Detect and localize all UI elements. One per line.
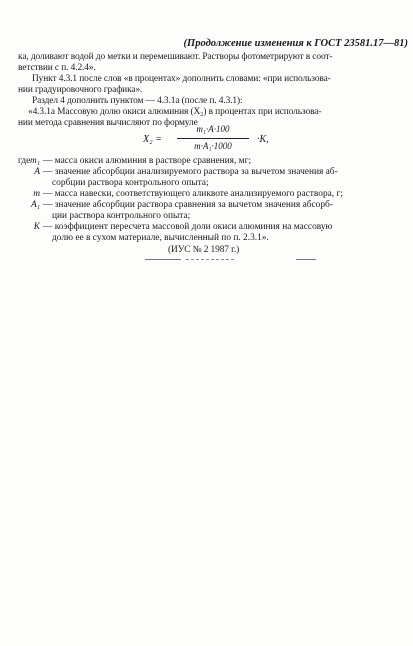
definition-text: сорбции раствора контрольного опыта; — [52, 178, 209, 188]
formula-denominator: m·A₁·1000 — [194, 141, 232, 151]
body-line: Пункт 4.3.1 после слов «в процентах» дополнить словами: «при использова- — [32, 74, 331, 84]
definition-text: долю ее в сухом материале, вычисленный по п. 2.3.1». — [52, 233, 269, 243]
definition-text: ции раствора контрольного опыта; — [52, 211, 191, 221]
definition-symbol: K — [33, 222, 40, 232]
definition-prefix: где — [18, 156, 31, 166]
body-line: Раздел 4 дополнить пунктом — 4.3.1а (после п. 4.3.1): — [32, 96, 243, 106]
definition-text: — коэффициент пересчета массовой доли окиси алюминия на массовую — [43, 222, 333, 232]
scan-mark — [145, 259, 181, 260]
definition-symbol: A — [34, 167, 40, 177]
formula-numerator: m₁·A·100 — [196, 124, 230, 134]
formula — [143, 123, 293, 157]
source-note: (ИУС № 2 1987 г.) — [168, 245, 240, 255]
definition-symbol: m₁ — [29, 156, 40, 166]
definition-text: — значение абсорбции анализируемого раствора за вычетом значения аб- — [43, 167, 338, 177]
definition-text: — масса окиси алюминия в растворе сравнения, мг; — [43, 156, 252, 166]
definition-symbol: A₁ — [31, 200, 40, 210]
definition-symbol: m — [33, 189, 40, 199]
body-line: нии градуировочного графика». — [18, 85, 143, 95]
formula-rhs: ·K, — [257, 134, 269, 145]
body-line: нии метода сравнения вычисляют по формуле — [18, 118, 198, 128]
scan-mark — [296, 259, 316, 260]
body-line: ка, доливают водой до метки и перемешивают. Растворы фотометрируют в соот- — [18, 52, 333, 62]
page-header: (Продолжение изменения к ГОСТ 23581.17—81) — [183, 38, 408, 49]
body-line: «4.3.1а Массовую долю окиси алюминия (X₂) в процентах при использова- — [28, 107, 322, 117]
definition-text: — значение абсорбции раствора сравнения за вычетом значения абсорб- — [43, 200, 333, 210]
body-line: ветствии с п. 4.2.4». — [18, 63, 96, 73]
formula-lhs: X₂ = — [143, 134, 162, 145]
scan-mark — [186, 259, 234, 260]
definition-text: — масса навески, соответствующего аликвоте анализируемого раствора, г; — [43, 189, 343, 199]
fraction-bar — [177, 138, 249, 139]
